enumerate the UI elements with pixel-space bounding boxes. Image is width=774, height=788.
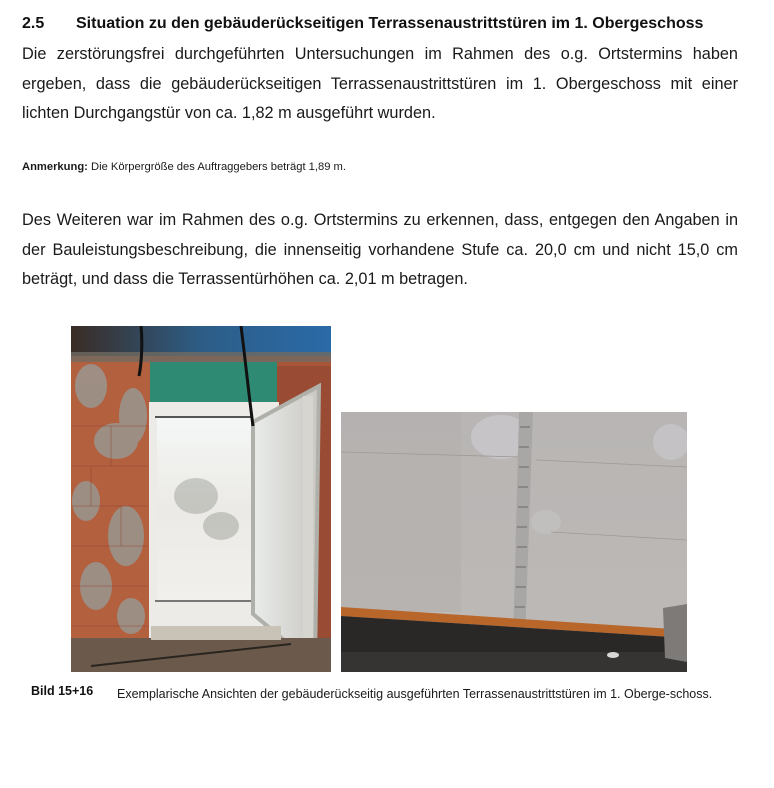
section-heading: [22, 14, 738, 34]
photo-terrace-door-image: [71, 326, 331, 672]
section-title: Situation zu den gebäuderückseitigen Terrassenaustrittstüren im 1. Obergeschoss: [76, 15, 704, 32]
note-text: Die Körpergröße des Auftraggebers beträgt 1,89 m.: [87, 161, 346, 173]
photo-measurement-image: [341, 412, 687, 672]
figure-label: Bild 15+16: [31, 684, 94, 698]
photo-terrace-door: [71, 326, 331, 672]
note-label: Anmerkung:: [22, 161, 88, 173]
section-number: 2.5: [22, 15, 45, 32]
figure-caption: Exemplarische Ansichten der gebäuderückseitig ausgeführten Terrassenaustrittstüren im 1. Oberge-schoss.: [117, 687, 713, 701]
note: [22, 160, 346, 174]
paragraph-findings: Die zerstörungsfrei durchgeführten Untersuchungen im Rahmen des o.g. Ortstermins haben ergeben, dass die gebäuderückseitigen Terrassenaustrittstüren im 1. Obergeschoss mit einer lichten Durchgangstür von ca. 1,82 m ausgeführt wurden.: [22, 45, 738, 122]
photo-measurement: [341, 412, 687, 672]
paragraph-observations: Des Weiteren war im Rahmen des o.g. Ortstermins zu erkennen, dass, entgegen den Angaben in der Bauleistungsbeschreibung, die innenseitig vorhandene Stufe ca. 20,0 cm und nicht 15,0 cm beträgt, und dass die Terrassentürhöhen ca. 2,01 m betragen.: [22, 211, 738, 288]
